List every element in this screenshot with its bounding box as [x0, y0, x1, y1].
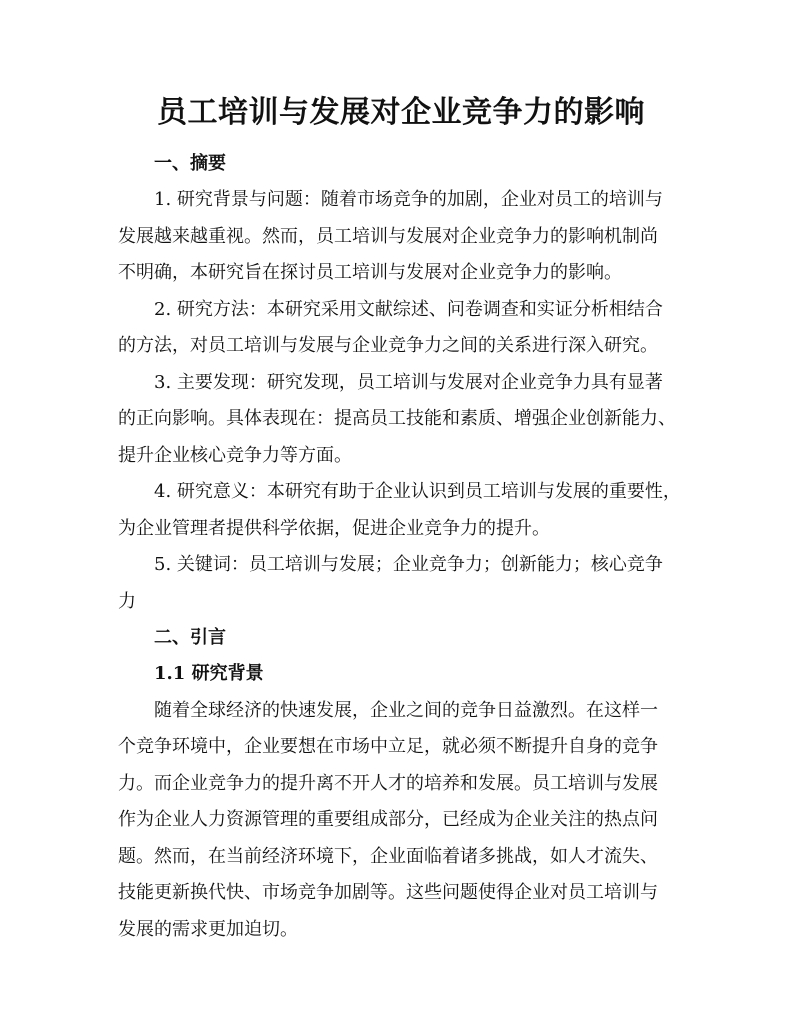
text-line: 发展的需求更加迫切。	[118, 918, 298, 940]
text-line: 个竞争环境中，企业要想在市场中立足，就必须不断提升自身的竞争	[118, 736, 658, 757]
text-line: 作为企业人力资源管理的重要组成部分，已经成为企业关注的热点问	[118, 809, 658, 830]
text-line: 1. 研究背景与问题：随着市场竞争的加剧，企业对员工的培训与	[154, 189, 663, 210]
text-line: 不明确，本研究旨在探讨员工培训与发展对企业竞争力的影响。	[118, 262, 622, 283]
abstract-paragraph-2	[118, 292, 684, 365]
document-title: 员工培训与发展对企业竞争力的影响	[157, 95, 645, 130]
text-line: 提升企业核心竞争力等方面。	[118, 444, 352, 466]
text-line: 发展越来越重视。然而，员工培训与发展对企业竞争力的影响机制尚	[118, 225, 658, 247]
subsection-heading-background: 1.1 研究背景	[154, 663, 264, 684]
section-heading-introduction: 二、引言	[154, 627, 226, 648]
text-line: 2. 研究方法：本研究采用文献综述、问卷调查和实证分析相结合	[154, 298, 663, 320]
section-heading-abstract: 一、摘要	[154, 153, 226, 174]
text-line: 题。然而，在当前经济环境下，企业面临着诸多挑战，如人才流失、	[118, 845, 658, 867]
text-line: 的方法，对员工培训与发展与企业竞争力之间的关系进行深入研究。	[118, 335, 658, 356]
text-line: 技能更新换代快、市场竞争加剧等。这些问题使得企业对员工培训与	[118, 882, 658, 903]
abstract-paragraph-1	[118, 182, 684, 292]
abstract-paragraph-3	[118, 365, 684, 475]
introduction-paragraph-1	[118, 693, 684, 949]
text-line: 3. 主要发现：研究发现，员工培训与发展对企业竞争力具有显著	[154, 371, 663, 393]
text-line: 为企业管理者提供科学依据，促进企业竞争力的提升。	[118, 517, 550, 539]
abstract-paragraph-5	[118, 547, 684, 620]
text-line: 力	[118, 590, 136, 612]
document-page	[118, 92, 684, 948]
text-line: 4. 研究意义：本研究有助于企业认识到员工培训与发展的重要性，	[154, 481, 681, 502]
abstract-paragraph-4	[118, 474, 684, 547]
text-line: 力。而企业竞争力的提升离不开人才的培养和发展。员工培训与发展	[118, 772, 658, 794]
text-line: 的正向影响。具体表现在：提高员工技能和素质、增强企业创新能力、	[118, 408, 676, 429]
text-line: 5. 关键词：员工培训与发展；企业竞争力；创新能力；核心竞争	[154, 554, 663, 575]
text-line: 随着全球经济的快速发展，企业之间的竞争日益激烈。在这样一	[154, 699, 658, 721]
